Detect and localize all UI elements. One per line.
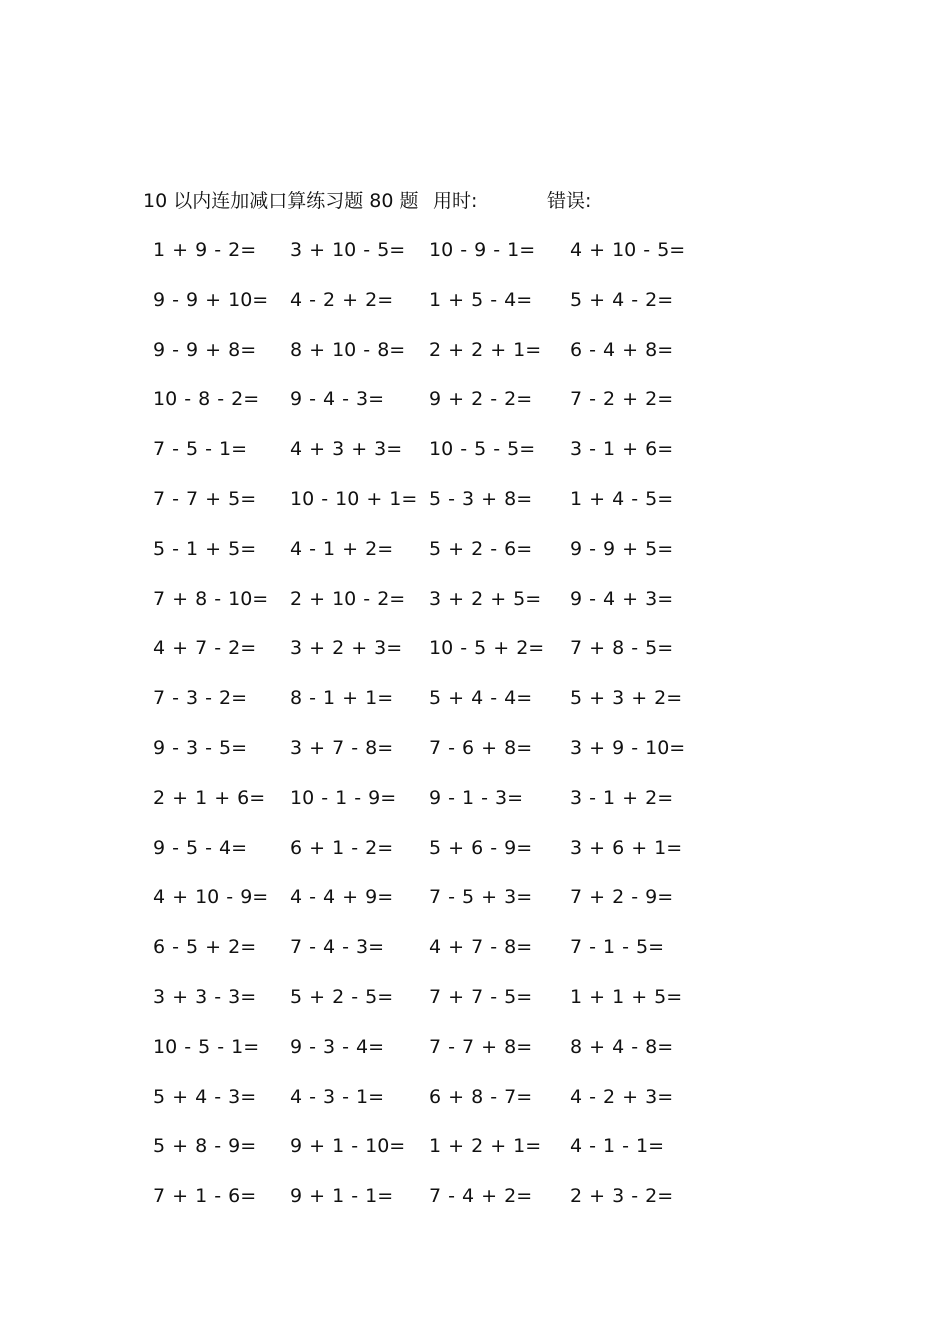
problem-row (140, 780, 700, 830)
arithmetic-problem: 4 - 1 + 2= (290, 537, 394, 560)
arithmetic-problem: 3 - 1 + 2= (570, 786, 674, 809)
arithmetic-problem: 2 + 2 + 1= (429, 338, 542, 361)
arithmetic-problem: 1 + 2 + 1= (429, 1135, 542, 1158)
arithmetic-problem: 5 + 8 - 9= (153, 1135, 257, 1158)
arithmetic-problem: 4 - 2 + 2= (290, 288, 394, 311)
arithmetic-problem: 10 - 1 - 9= (290, 786, 397, 809)
problem-row (140, 431, 700, 481)
problem-grid (140, 232, 700, 1228)
arithmetic-problem: 10 - 9 - 1= (429, 239, 536, 261)
arithmetic-problem: 4 - 4 + 9= (290, 886, 394, 909)
problem-row (140, 1079, 700, 1129)
problem-row (140, 730, 700, 780)
problem-row (140, 879, 700, 929)
arithmetic-problem: 10 - 5 + 2= (429, 637, 545, 660)
arithmetic-problem: 4 - 1 - 1= (570, 1135, 665, 1158)
arithmetic-problem: 9 + 1 - 1= (290, 1185, 394, 1208)
arithmetic-problem: 7 - 3 - 2= (153, 687, 248, 710)
arithmetic-problem: 10 - 10 + 1= (290, 487, 418, 510)
problem-row (140, 1178, 700, 1228)
arithmetic-problem: 9 - 4 - 3= (290, 388, 385, 411)
arithmetic-problem: 7 - 6 + 8= (429, 736, 533, 759)
arithmetic-problem: 9 - 4 + 3= (570, 587, 674, 610)
arithmetic-problem: 7 - 5 + 3= (429, 886, 533, 909)
problem-row (140, 332, 700, 382)
arithmetic-problem: 5 + 4 - 4= (429, 687, 533, 710)
arithmetic-problem: 4 + 7 - 8= (429, 936, 533, 959)
arithmetic-problem: 5 + 2 - 6= (429, 537, 533, 560)
arithmetic-problem: 9 - 9 + 5= (570, 537, 674, 560)
arithmetic-problem: 9 - 9 + 8= (153, 338, 257, 361)
arithmetic-problem: 3 + 7 - 8= (290, 736, 394, 759)
arithmetic-problem: 9 - 3 - 4= (290, 1035, 385, 1058)
arithmetic-problem: 6 - 4 + 8= (570, 338, 674, 361)
worksheet-title: 10 以内连加减口算练习题 80 题 (143, 190, 419, 212)
arithmetic-problem: 8 - 1 + 1= (290, 687, 394, 710)
problem-row (140, 680, 700, 730)
arithmetic-problem: 8 + 4 - 8= (570, 1035, 674, 1058)
arithmetic-problem: 4 + 10 - 5= (570, 239, 686, 261)
arithmetic-problem: 9 - 3 - 5= (153, 736, 248, 759)
problem-row (140, 630, 700, 680)
problem-row (140, 531, 700, 581)
arithmetic-problem: 9 - 9 + 10= (153, 288, 269, 311)
arithmetic-problem: 3 + 6 + 1= (570, 836, 683, 859)
arithmetic-problem: 9 - 5 - 4= (153, 836, 248, 859)
arithmetic-problem: 9 + 2 - 2= (429, 388, 533, 411)
arithmetic-problem: 3 + 2 + 3= (290, 637, 403, 660)
time-used-label: 用时: (433, 190, 478, 212)
arithmetic-problem: 7 - 7 + 5= (153, 487, 257, 510)
arithmetic-problem: 3 + 9 - 10= (570, 736, 686, 759)
arithmetic-problem: 3 - 1 + 6= (570, 438, 674, 461)
arithmetic-problem: 7 - 4 + 2= (429, 1185, 533, 1208)
arithmetic-problem: 10 - 5 - 5= (429, 438, 536, 461)
arithmetic-problem: 4 + 3 + 3= (290, 438, 403, 461)
arithmetic-problem: 2 + 10 - 2= (290, 587, 406, 610)
arithmetic-problem: 10 - 5 - 1= (153, 1035, 260, 1058)
arithmetic-problem: 7 + 8 - 5= (570, 637, 674, 660)
arithmetic-problem: 2 + 1 + 6= (153, 786, 266, 809)
arithmetic-problem: 5 - 1 + 5= (153, 537, 257, 560)
errors-label: 错误: (547, 190, 592, 212)
problem-row (140, 979, 700, 1029)
arithmetic-problem: 7 + 8 - 10= (153, 587, 269, 610)
arithmetic-problem: 5 + 2 - 5= (290, 985, 394, 1008)
arithmetic-problem: 7 + 2 - 9= (570, 886, 674, 909)
arithmetic-problem: 1 + 4 - 5= (570, 487, 674, 510)
arithmetic-problem: 6 - 5 + 2= (153, 936, 257, 959)
arithmetic-problem: 5 - 3 + 8= (429, 487, 533, 510)
arithmetic-problem: 7 + 1 - 6= (153, 1185, 257, 1208)
arithmetic-problem: 9 - 1 - 3= (429, 786, 524, 809)
problem-row (140, 282, 700, 332)
arithmetic-problem: 9 + 1 - 10= (290, 1135, 406, 1158)
problem-row (140, 581, 700, 631)
arithmetic-problem: 8 + 10 - 8= (290, 338, 406, 361)
arithmetic-problem: 1 + 5 - 4= (429, 288, 533, 311)
arithmetic-problem: 4 - 3 - 1= (290, 1085, 385, 1108)
arithmetic-problem: 3 + 10 - 5= (290, 239, 406, 261)
arithmetic-problem: 7 - 2 + 2= (570, 388, 674, 411)
arithmetic-problem: 7 - 7 + 8= (429, 1035, 533, 1058)
arithmetic-problem: 1 + 1 + 5= (570, 985, 683, 1008)
arithmetic-problem: 2 + 3 - 2= (570, 1185, 674, 1208)
arithmetic-problem: 7 + 7 - 5= (429, 985, 533, 1008)
problem-row (140, 232, 700, 282)
arithmetic-problem: 7 - 4 - 3= (290, 936, 385, 959)
problem-row (140, 381, 700, 431)
arithmetic-problem: 5 + 4 - 3= (153, 1085, 257, 1108)
arithmetic-problem: 10 - 8 - 2= (153, 388, 260, 411)
arithmetic-problem: 3 + 2 + 5= (429, 587, 542, 610)
arithmetic-problem: 7 - 5 - 1= (153, 438, 248, 461)
arithmetic-problem: 3 + 3 - 3= (153, 985, 257, 1008)
problem-row (140, 481, 700, 531)
arithmetic-problem: 7 - 1 - 5= (570, 936, 665, 959)
arithmetic-problem: 5 + 4 - 2= (570, 288, 674, 311)
arithmetic-problem: 4 + 7 - 2= (153, 637, 257, 660)
arithmetic-problem: 4 - 2 + 3= (570, 1085, 674, 1108)
problem-row (140, 929, 700, 979)
problem-row (140, 830, 700, 880)
arithmetic-problem: 4 + 10 - 9= (153, 886, 269, 909)
arithmetic-problem: 6 + 8 - 7= (429, 1085, 533, 1108)
arithmetic-problem: 1 + 9 - 2= (153, 239, 257, 261)
arithmetic-problem: 6 + 1 - 2= (290, 836, 394, 859)
arithmetic-problem: 5 + 6 - 9= (429, 836, 533, 859)
problem-row (140, 1128, 700, 1178)
arithmetic-problem: 5 + 3 + 2= (570, 687, 683, 710)
problem-row (140, 1029, 700, 1079)
